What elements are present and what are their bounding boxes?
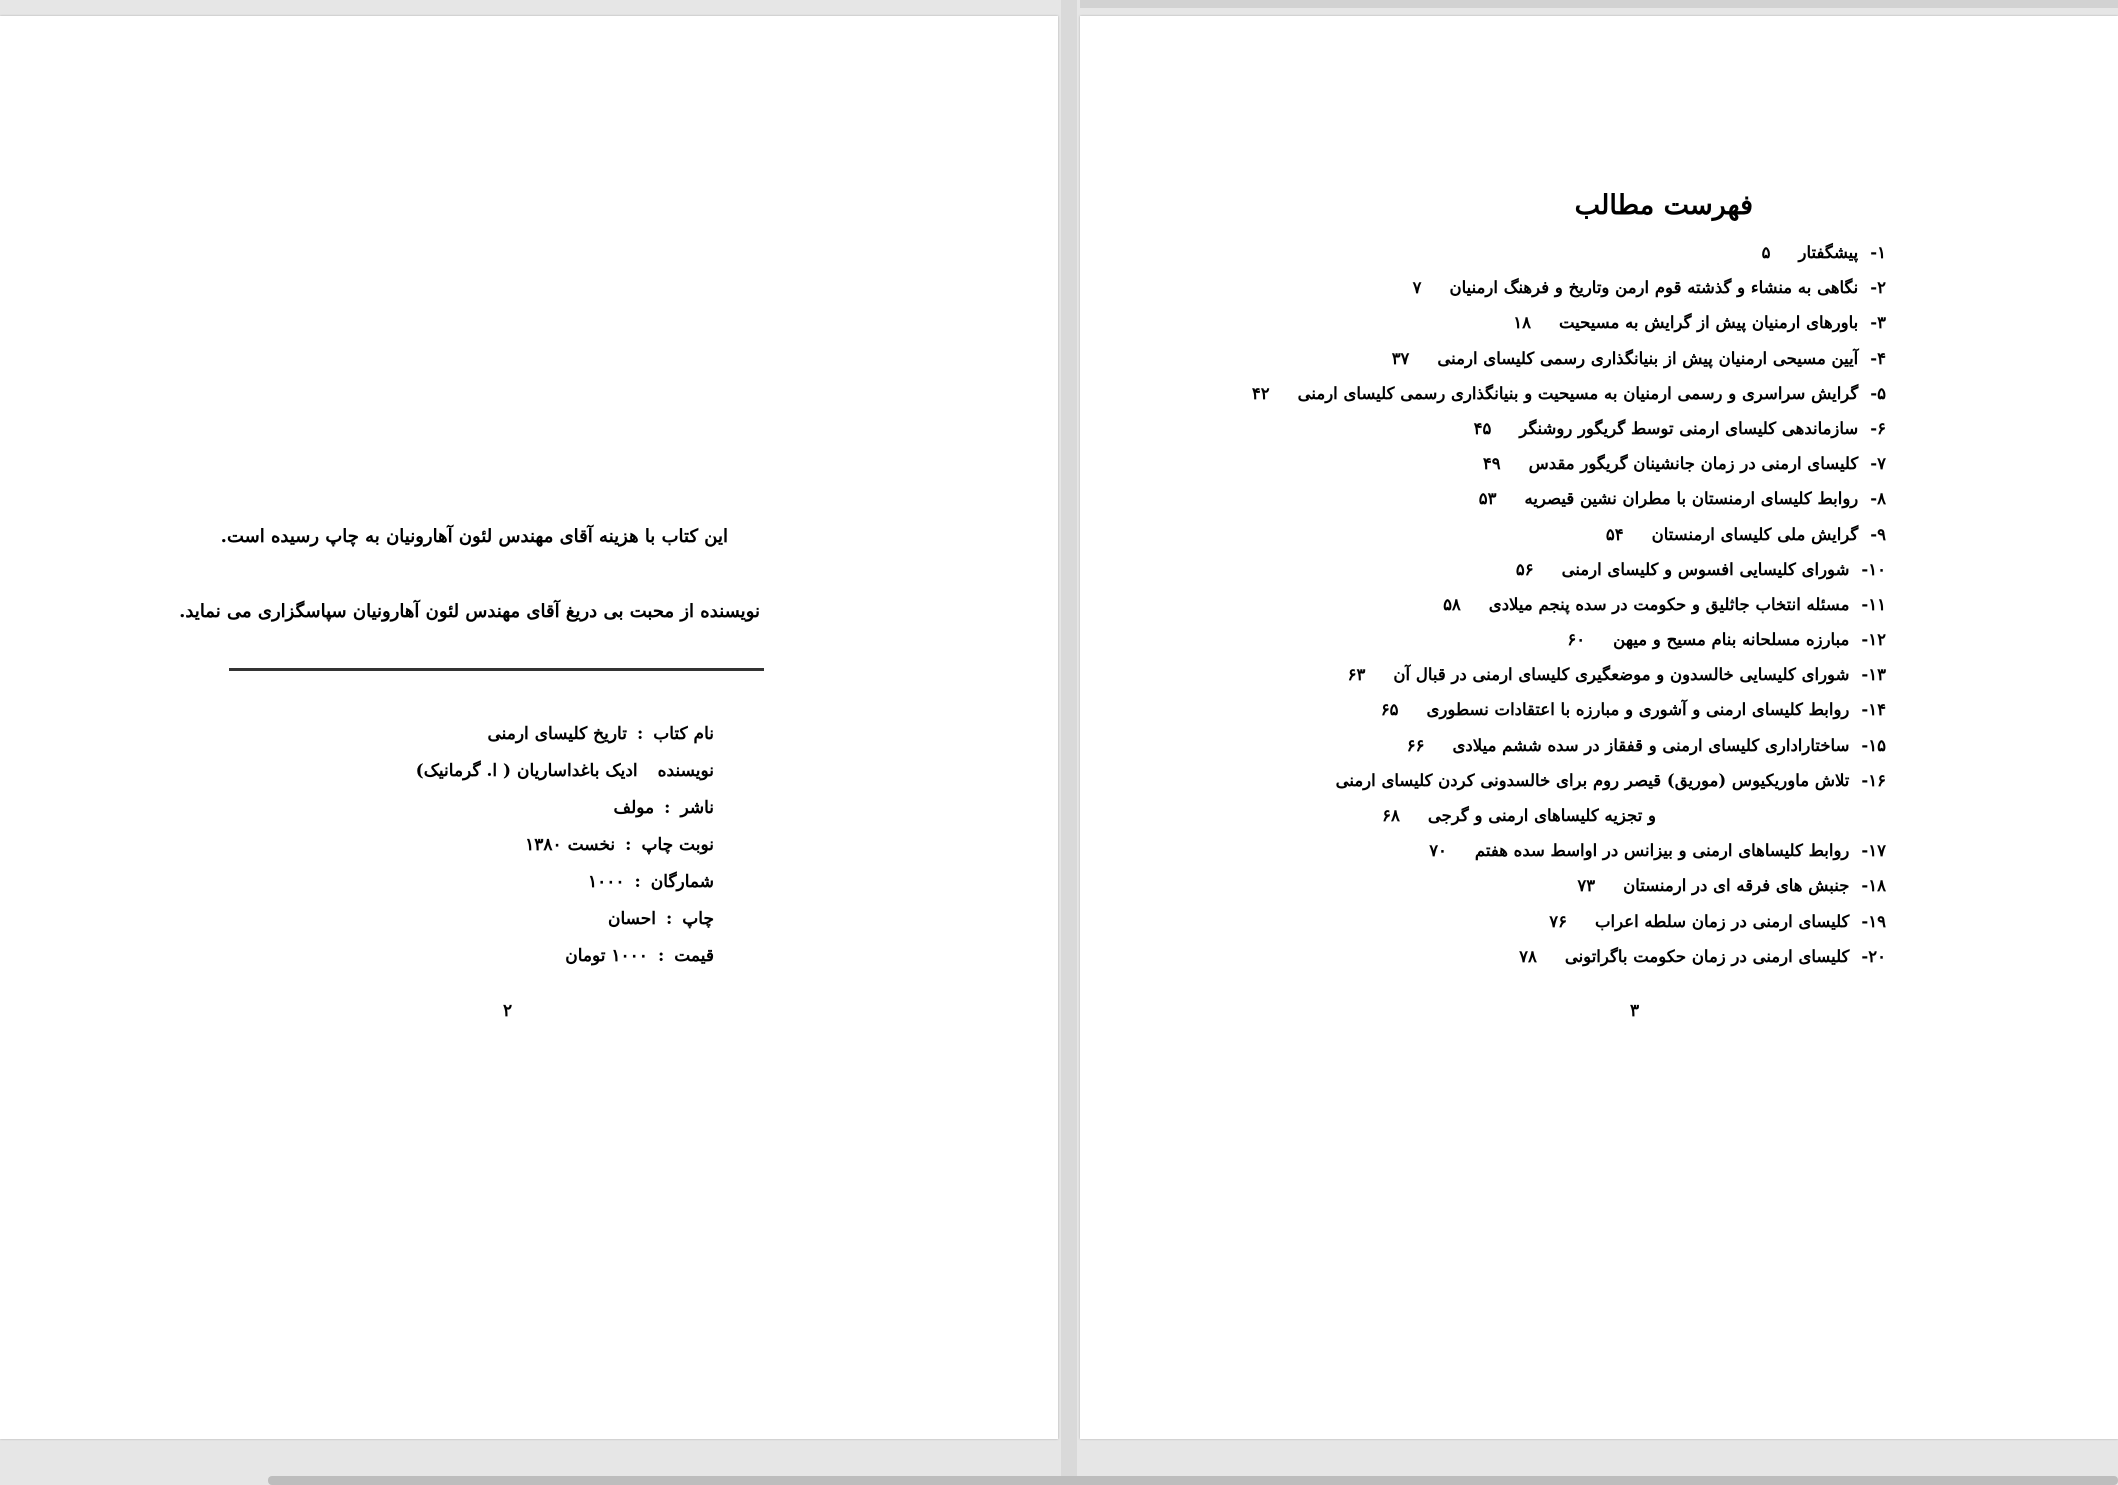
colophon-row — [294, 864, 714, 901]
toc-entry — [1126, 763, 1886, 798]
toc-entry-page: ۶۵ — [1380, 700, 1399, 720]
colophon-label: ناشر — [680, 798, 714, 818]
colophon-separator: : — [666, 909, 673, 929]
toc-entry-number: ۲- — [1870, 278, 1886, 298]
page-number: ۳ — [1630, 1001, 1640, 1021]
colophon-separator: : — [657, 946, 665, 966]
toc-entry-title: کلیسای ارمنی در زمان سلطه اعراب — [1595, 911, 1850, 931]
toc-entry-title: پیشگفتار — [1798, 243, 1859, 262]
toc-entry-page: ۳۷ — [1391, 348, 1410, 368]
toc-entry-title: روابط کلیسای ارمنی و آشوری و مبارزه با اعتقادات نسطوری — [1426, 700, 1850, 720]
toc-entry — [1126, 833, 1886, 868]
colophon-row — [294, 938, 714, 975]
toc-entry-number: ۱۴- — [1861, 700, 1886, 720]
document-page-3 — [1080, 16, 2118, 1439]
page-gutter — [1061, 0, 1077, 1485]
toc-title: فهرست مطالب — [1574, 190, 1753, 221]
toc-entry-page: ۵۴ — [1605, 524, 1624, 544]
colophon-row — [294, 901, 714, 938]
toc-entry-page: ۶۸ — [1382, 806, 1400, 825]
table-of-contents — [1126, 235, 1886, 974]
toc-entry-page: ۷۶ — [1549, 911, 1568, 931]
toc-entry-number: ۷- — [1870, 454, 1886, 474]
toc-entry-title: گرایش سراسری و رسمی ارمنیان به مسیحیت و بنیانگذاری رسمی کلیسای ارمنی — [1297, 383, 1859, 403]
toc-entry-number: ۱۲- — [1861, 630, 1886, 650]
toc-entry-page: ۱۸ — [1513, 313, 1531, 333]
toc-entry-title: گرایش ملی کلیسای ارمنستان — [1651, 524, 1859, 544]
colophon-label: قیمت — [674, 946, 714, 966]
colophon-value: تاریخ کلیسای ارمنی — [487, 724, 627, 744]
toc-entry — [1126, 939, 1886, 974]
toc-entry-number: ۸- — [1870, 489, 1886, 509]
toc-entry-page: ۷۰ — [1429, 841, 1447, 861]
toc-entry-number: ۳- — [1870, 313, 1886, 333]
toc-entry-title: نگاهی به منشاء و گذشته قوم ارمن وتاریخ و فرهنگ ارمنیان — [1449, 278, 1859, 298]
toc-entry-title: روابط کلیساهای ارمنی و بیزانس در اواسط سده هفتم — [1474, 841, 1850, 861]
toc-entry-number: ۴- — [1870, 348, 1886, 368]
horizontal-scrollbar[interactable] — [268, 1476, 2118, 1485]
toc-entry-page: ۴۲ — [1251, 383, 1270, 403]
toc-entry-page: ۵۸ — [1443, 594, 1461, 614]
toc-entry — [1126, 446, 1886, 481]
toc-entry — [1126, 622, 1886, 657]
toc-entry-title: سازماندهی کلیسای ارمنی توسط گریگور روشنگر — [1519, 418, 1859, 438]
toc-entry-number: ۱۱- — [1861, 594, 1886, 614]
toc-entry-page: ۷ — [1412, 278, 1422, 298]
toc-entry-title: روابط کلیسای ارمنستان با مطران نشین قیصریه — [1524, 489, 1859, 509]
toc-entry-number: ۵- — [1870, 383, 1886, 403]
toc-entry — [1126, 270, 1886, 305]
toc-entry-number: ۱۳- — [1861, 665, 1886, 685]
colophon-label: نوبت چاپ — [641, 835, 714, 855]
colophon-label: چاپ — [682, 909, 714, 929]
toc-entry — [1126, 657, 1886, 692]
toc-entry-title: شورای کلیسایی خالسدون و موضعگیری کلیسای ارمنی در قبال آن — [1393, 665, 1850, 685]
toc-entry-number: ۱۶- — [1861, 770, 1886, 790]
toc-entry — [1126, 904, 1886, 939]
toc-entry — [1126, 376, 1886, 411]
toc-entry — [1126, 798, 1886, 833]
colophon-label: نویسنده — [657, 761, 714, 781]
toc-entry-title: مبارزه مسلحانه بنام مسیح و میهن — [1613, 630, 1850, 650]
colophon-value: مولف — [613, 798, 655, 818]
toc-entry — [1126, 868, 1886, 903]
document-page-2 — [0, 16, 1058, 1439]
toc-entry-page: ۶۶ — [1406, 735, 1425, 755]
toc-entry — [1126, 552, 1886, 587]
toc-entry — [1126, 587, 1886, 622]
toc-entry-number: ۱۵- — [1861, 735, 1886, 755]
colophon — [294, 716, 714, 975]
colophon-separator: : — [625, 835, 632, 855]
toc-entry — [1126, 411, 1886, 446]
dedication-line-2: نویسنده از محبت بی دریغ آقای مهندس لئون آهارونیان سپاسگزاری می نماید. — [179, 601, 760, 622]
toc-entry-number: ۱۸- — [1861, 876, 1886, 896]
toc-entry — [1126, 728, 1886, 763]
toc-entry-title: آیین مسیحی ارمنیان پیش از بنیانگذاری رسمی کلیسای ارمنی — [1437, 348, 1859, 368]
horizontal-rule — [229, 668, 764, 671]
toc-entry-title: تلاش ماوریکیوس (موریق) قیصر روم برای خالسدونی کردن کلیسای ارمنی — [1335, 770, 1850, 790]
colophon-row — [294, 753, 714, 790]
toc-entry-page: ۷۳ — [1577, 876, 1596, 896]
toc-entry-page: ۵۶ — [1515, 559, 1534, 579]
toc-entry-number: ۶- — [1870, 418, 1886, 438]
toc-entry-number: ۹- — [1870, 524, 1886, 544]
toc-entry-title: کلیسای ارمنی در زمان حکومت باگراتونی — [1564, 946, 1850, 966]
toc-entry-page: ۴۵ — [1473, 418, 1492, 438]
toc-entry — [1126, 305, 1886, 340]
colophon-value: ۱۰۰۰ تومان — [565, 946, 648, 966]
colophon-row — [294, 790, 714, 827]
toc-entry-number: ۲۰- — [1861, 946, 1886, 966]
toc-entry-number: ۱۰- — [1861, 559, 1886, 579]
toc-entry-number: ۱- — [1870, 243, 1886, 262]
toc-entry-title: ساختاراداری کلیسای ارمنی و قفقاز در سده ششم میلادی — [1452, 735, 1850, 755]
toc-entry-page: ۵ — [1761, 243, 1771, 262]
toc-entry-title: مسئله انتخاب جاثلیق و حکومت در سده پنجم میلادی — [1488, 594, 1850, 614]
colophon-separator: : — [664, 798, 671, 818]
colophon-separator: : — [634, 872, 641, 892]
colophon-row — [294, 827, 714, 864]
toc-entry-number: ۱۷- — [1861, 841, 1886, 861]
colophon-label: نام کتاب — [653, 724, 714, 744]
dedication-line-1: این کتاب با هزینه آقای مهندس لئون آهارونیان به چاپ رسیده است. — [220, 526, 728, 547]
colophon-value: احسان — [607, 909, 657, 929]
toc-entry-number: ۱۹- — [1861, 911, 1886, 931]
colophon-value: ۱۰۰۰ — [587, 872, 625, 892]
colophon-separator: : — [636, 724, 644, 744]
toc-entry-page: ۶۰ — [1567, 630, 1586, 650]
toc-entry-title: جنبش های فرقه ای در ارمنستان — [1623, 876, 1850, 896]
toc-entry-page: ۷۸ — [1519, 946, 1537, 966]
toc-entry — [1126, 235, 1886, 270]
toc-entry — [1126, 481, 1886, 516]
page-number: ۲ — [503, 1001, 513, 1021]
toc-entry — [1126, 692, 1886, 727]
toc-entry — [1126, 517, 1886, 552]
colophon-label: شمارگان — [650, 872, 714, 892]
toc-entry-page: ۶۳ — [1347, 665, 1366, 685]
colophon-value: ادیک باغداساریان ( ا. گرمانیک) — [415, 761, 638, 781]
toc-entry-title: کلیسای ارمنی در زمان جانشینان گریگور مقدس — [1528, 454, 1859, 474]
toc-entry-page: ۴۹ — [1482, 454, 1501, 474]
toc-entry-page: ۵۳ — [1478, 489, 1497, 509]
colophon-value: نخست ۱۳۸۰ — [525, 835, 616, 855]
toc-entry-title: شورای کلیسایی افسوس و کلیسای ارمنی — [1561, 559, 1850, 579]
colophon-row — [294, 716, 714, 753]
toc-entry-title: باورهای ارمنیان پیش از گرایش به مسیحیت — [1558, 313, 1859, 333]
toc-entry — [1126, 341, 1886, 376]
toc-entry-title: و تجزیه کلیساهای ارمنی و گرجی — [1427, 806, 1656, 825]
top-page-edge — [1080, 0, 2118, 8]
